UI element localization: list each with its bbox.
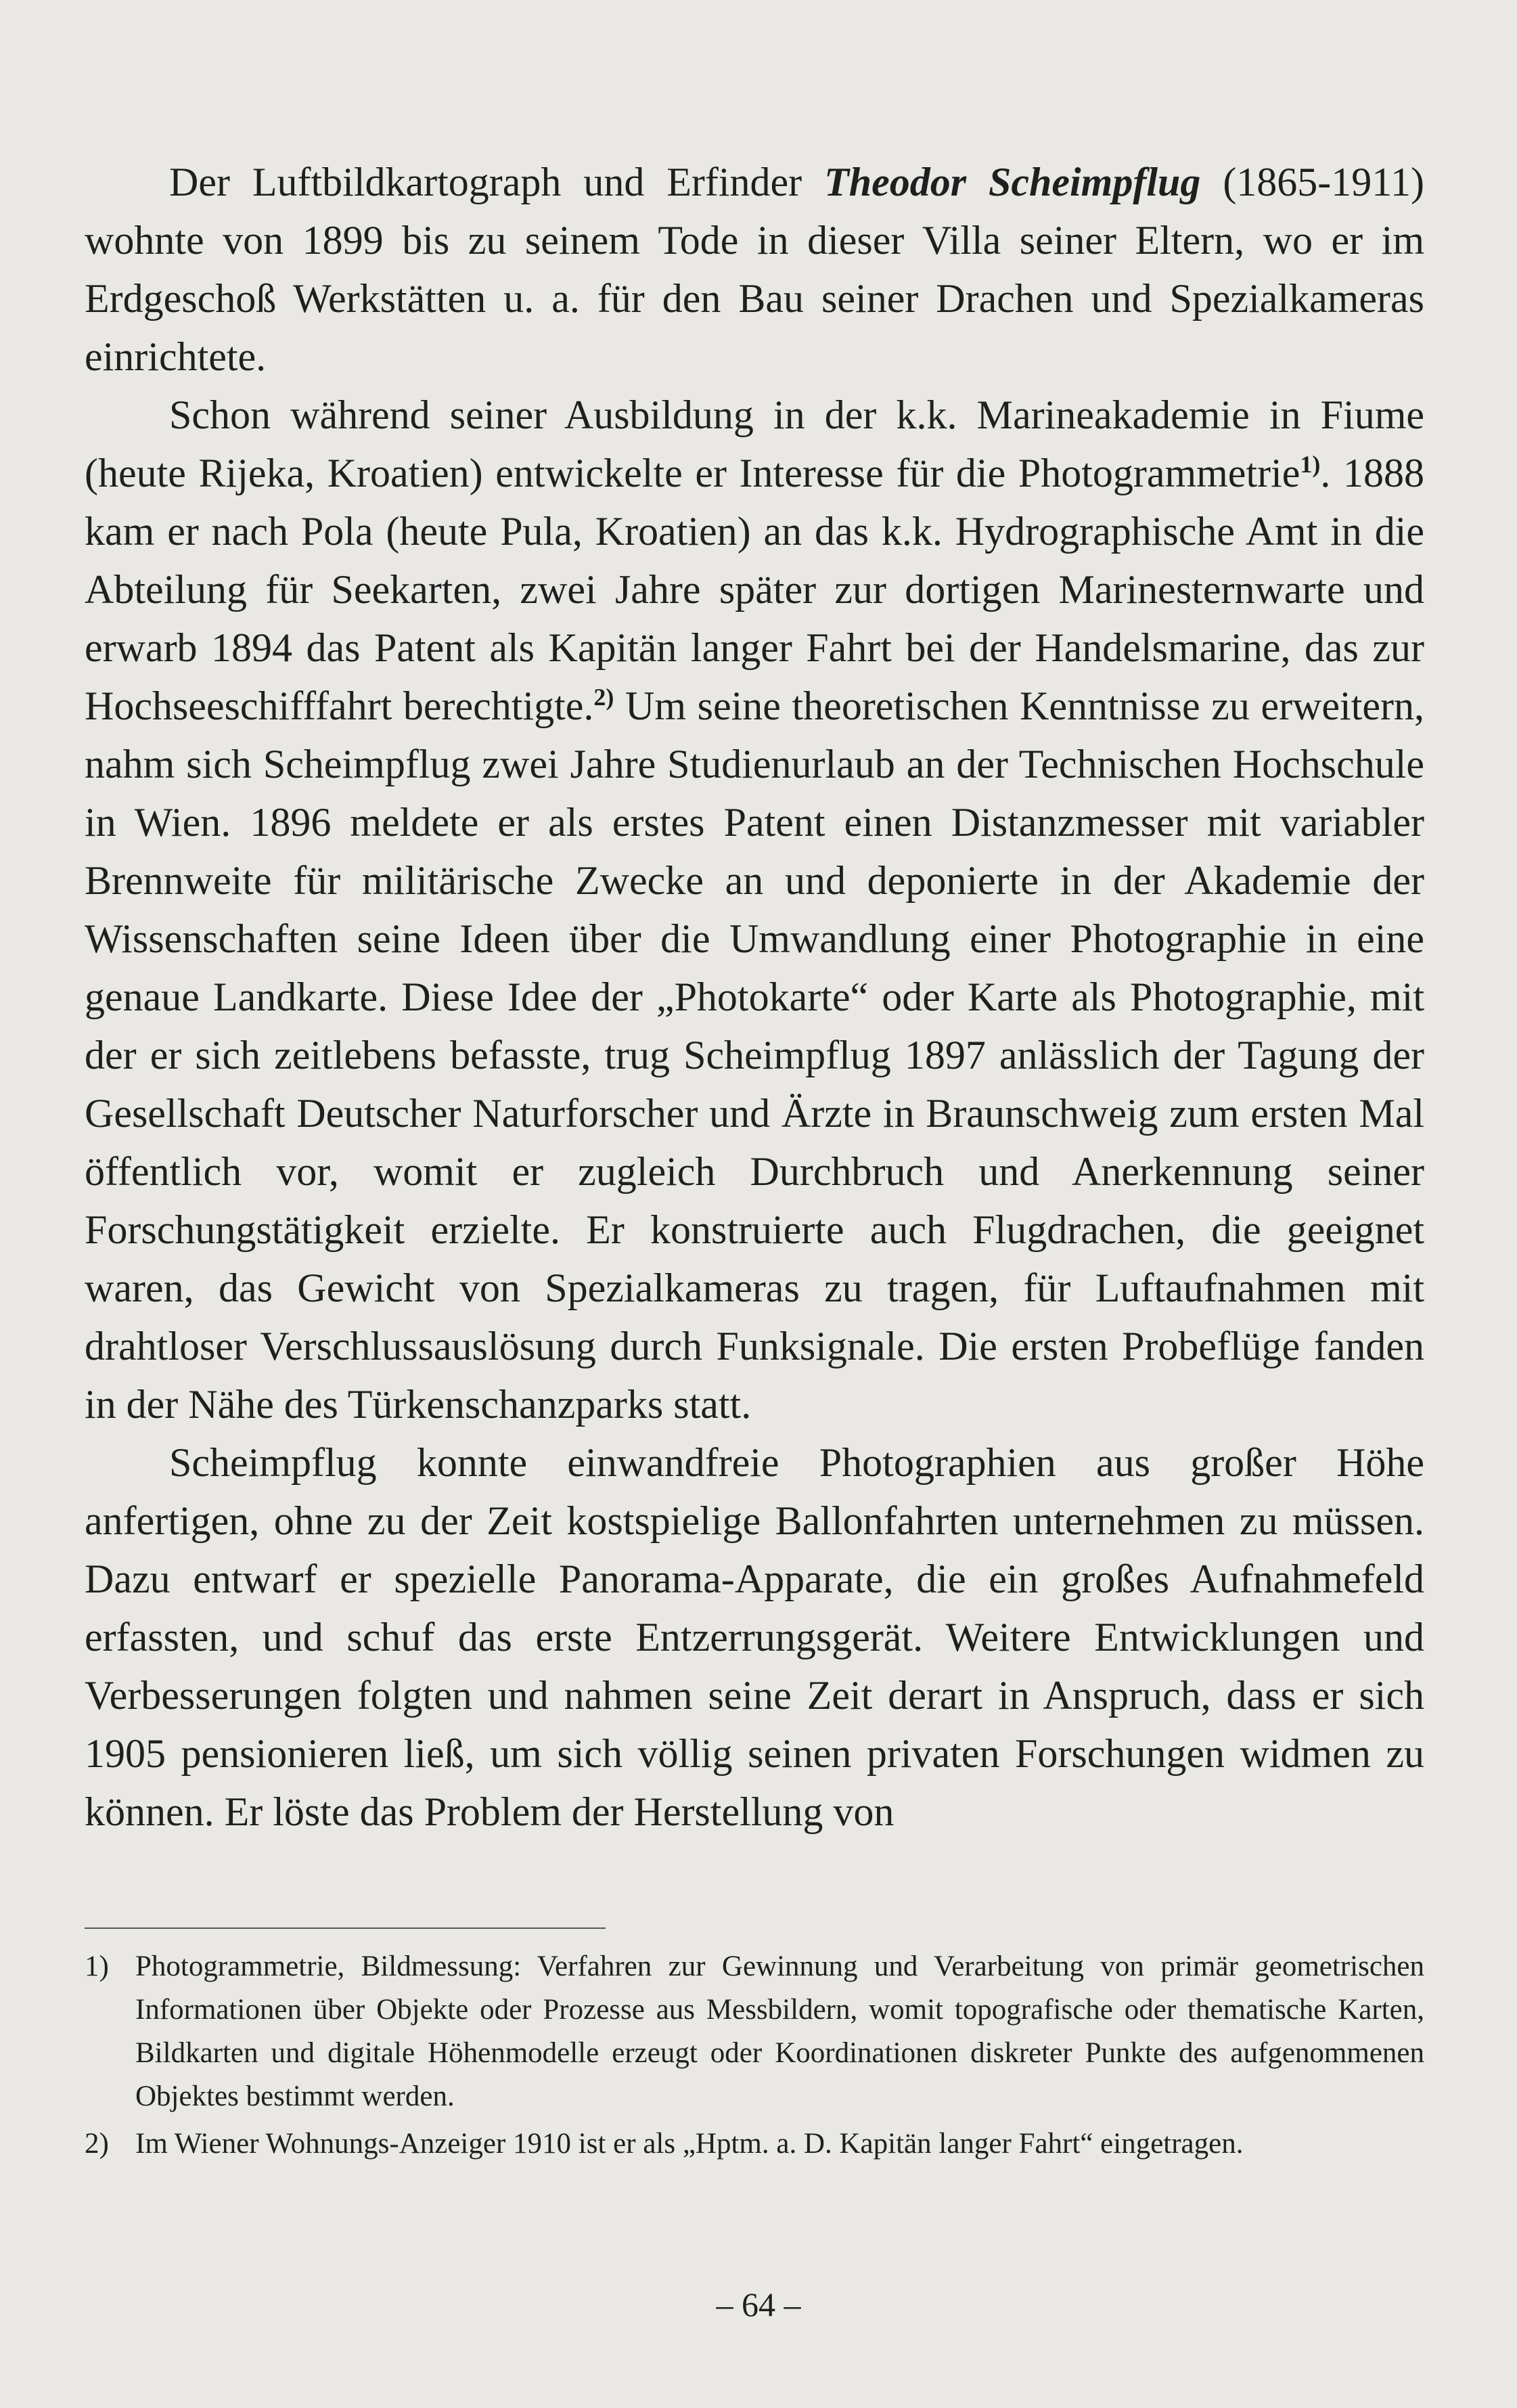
paragraph-1-rest: (1865-1911) wohnte von 1899 bis zu seinem Tode in dieser Villa seiner Eltern, wo er im Erdgeschoß Werkstätten u. a. für den Bau seiner Drachen und Spezialkameras einrichtete. [85, 160, 1425, 379]
main-text [85, 153, 1424, 1841]
paragraph-1-lead: Der Luftbildkartograph und Erfinder [169, 160, 802, 204]
paragraph-2-part-3: Um seine theoretischen Kenntnisse zu erweitern, nahm sich Scheimpflug zwei Jahre Studienurlaub an der Technischen Hochschule in Wien. 1896 meldete er als erstes Patent einen Distanzmesser mit variabler Brennweite für militärische Zwecke an und deponierte in der Akademie der Wissenschaften seine Ideen über die Umwandlung einer Photographie in eine genaue Landkarte. Diese Idee der „Photokarte“ oder Karte als Photographie, mit der er sich zeitlebens befasste, trug Scheimpflug 1897 anlässlich der Tagung der Gesellschaft Deutscher Naturforscher und Ärzte in Braunschweig zum ersten Mal öffentlich vor, womit er zugleich Durchbruch und Anerkennung seiner Forschungstätigkeit erzielte. Er konstruierte auch Flugdrachen, die geeignet waren, das Gewicht von Spezialkameras zu tragen, für Luftaufnahmen mit drahtloser Verschlussauslösung durch Funksignale. Die ersten Probeflüge fanden in der Nähe des Türkenschanzparks statt. [85, 684, 1424, 1427]
paragraph-3-text: Scheimpflug konnte einwandfreie Photographien aus großer Höhe anfertigen, ohne zu der Zeit kostspielige Ballonfahrten unternehmen zu müssen. Dazu entwarf er spezielle Panorama-Apparate, die ein großes Aufnahmefeld erfassten, und schuf das erste Entzerrungsgerät. Weitere Entwicklungen und Verbesserungen folgten und nahmen seine Zeit derart in Anspruch, dass er sich 1905 pensionieren ließ, um sich völlig seinen privaten Forschungen widmen zu können. Er löste das Problem der Herstellung von [85, 1440, 1424, 1834]
footnote-ref-2[interactable]: 2) [593, 684, 614, 711]
paragraph-1 [85, 153, 1424, 386]
paragraph-2-part-2: . 1888 kam er nach Pola (heute Pula, Kroatien) an das k.k. Hydrographische Amt in die Abteilung für Seekarten, zwei Jahre später zur dortigen Marinesternwarte und erwarb 1894 das Patent als Kapitän langer Fahrt bei der Handelsmarine, das zur Hochseeschifffahrt berechtigte. [85, 451, 1425, 728]
footnote-2 [85, 2122, 1424, 2166]
footnote-1-text: Photogrammetrie, Bildmessung: Verfahren zur Gewinnung und Verarbeitung von primär geometrischen Informationen über Objekte oder Prozesse aus Messbildern, womit topografische oder thematische Karten, Bildkarten und digitale Höhenmodelle erzeugt oder Koordinationen diskreter Punkte des aufgenommenen Objektes bestimmt werden. [135, 1950, 1424, 2112]
footnote-ref-1[interactable]: 1) [1300, 451, 1321, 478]
paragraph-3 [85, 1433, 1424, 1841]
paragraph-2 [85, 386, 1424, 1433]
footnote-1-number: 1) [85, 1950, 109, 1982]
paragraph-2-part-1: Schon während seiner Ausbildung in der k.k. Marineakademie in Fiume (heute Rijeka, Kroatien) entwickelte er Interesse für die Photogrammetrie [85, 393, 1424, 495]
footnotes [85, 1945, 1424, 2166]
footnote-1 [85, 1945, 1424, 2118]
footnote-2-number: 2) [85, 2128, 109, 2160]
page-number: – 64 – [716, 2286, 801, 2323]
footnote-2-text: Im Wiener Wohnungs-Anzeiger 1910 ist er als „Hptm. a. D. Kapitän langer Fahrt“ eingetragen. [135, 2128, 1244, 2160]
person-name: Theodor Scheimpflug [824, 160, 1201, 204]
footnote-divider [85, 1927, 606, 1929]
